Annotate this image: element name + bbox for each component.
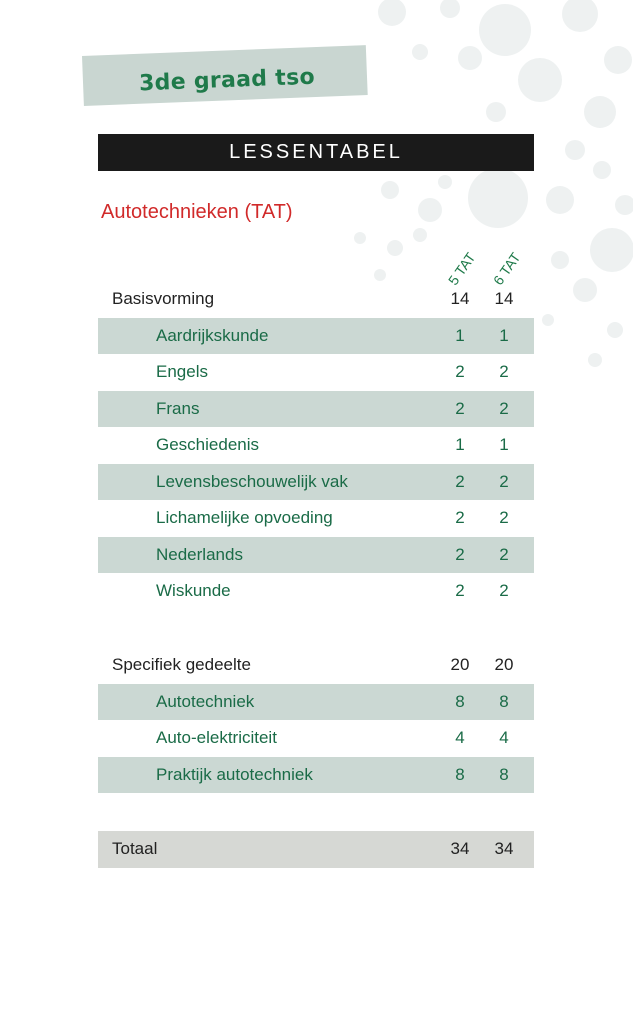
value-6tat: 4 (499, 728, 509, 748)
table-row (98, 318, 534, 355)
value-6tat: 2 (499, 471, 509, 491)
row-label: Frans (156, 398, 200, 418)
value-5tat: 4 (455, 728, 465, 748)
value-5tat: 2 (455, 544, 465, 564)
value-6tat: 2 (499, 508, 509, 528)
value-5tat: 20 (450, 655, 470, 675)
row-label: Auto-elektriciteit (156, 728, 277, 748)
value-6tat: 20 (494, 655, 514, 675)
value-6tat: 8 (499, 764, 509, 784)
grade-label: 3de graad tso (138, 64, 316, 97)
value-5tat: 2 (455, 398, 465, 418)
column-header-6tat: 6 TAT (489, 249, 524, 288)
row-label: Basisvorming (112, 289, 215, 309)
row-label: Specifiek gedeelte (112, 655, 251, 675)
table-row (98, 427, 534, 464)
table-row (98, 464, 534, 501)
value-6tat: 2 (499, 581, 509, 601)
row-label: Autotechniek (156, 691, 255, 711)
row-label: Nederlands (156, 544, 243, 564)
row-label: Wiskunde (156, 581, 231, 601)
table-row (98, 573, 534, 610)
value-6tat: 8 (499, 691, 509, 711)
page-title: LESSENTABEL (229, 141, 403, 163)
table-row (98, 720, 534, 757)
row-label: Aardrijkskunde (156, 325, 269, 345)
value-6tat: 2 (499, 544, 509, 564)
table-row (98, 537, 534, 574)
table-row (98, 684, 534, 721)
row-label: Lichamelijke opvoeding (156, 508, 333, 528)
value-6tat: 1 (499, 435, 509, 455)
row-label: Levensbeschouwelijk vak (156, 471, 348, 491)
value-5tat: 8 (455, 691, 465, 711)
value-5tat: 1 (455, 435, 465, 455)
column-header-5tat: 5 TAT (444, 249, 479, 288)
table-row (98, 391, 534, 428)
table-row (98, 500, 534, 537)
value-6tat: 2 (499, 362, 509, 382)
value-6tat: 2 (499, 398, 509, 418)
value-6tat: 34 (494, 839, 514, 859)
value-5tat: 2 (455, 362, 465, 382)
table-row (98, 354, 534, 391)
value-6tat: 14 (494, 289, 514, 309)
row-label: Engels (156, 362, 208, 382)
value-6tat: 1 (499, 325, 509, 345)
group-row-basisvorming (98, 281, 534, 318)
table-row (98, 757, 534, 794)
total-row (98, 831, 534, 868)
value-5tat: 14 (450, 289, 470, 309)
page-title-bar (98, 134, 534, 171)
value-5tat: 2 (455, 581, 465, 601)
group-row-specifiek (98, 647, 534, 684)
value-5tat: 8 (455, 764, 465, 784)
value-5tat: 2 (455, 471, 465, 491)
value-5tat: 34 (450, 839, 470, 859)
value-5tat: 1 (455, 325, 465, 345)
row-label: Praktijk autotechniek (156, 764, 313, 784)
row-label: Geschiedenis (156, 435, 260, 455)
value-5tat: 2 (455, 508, 465, 528)
course-title: Autotechnieken (TAT) (101, 201, 293, 223)
row-label: Totaal (112, 839, 158, 859)
